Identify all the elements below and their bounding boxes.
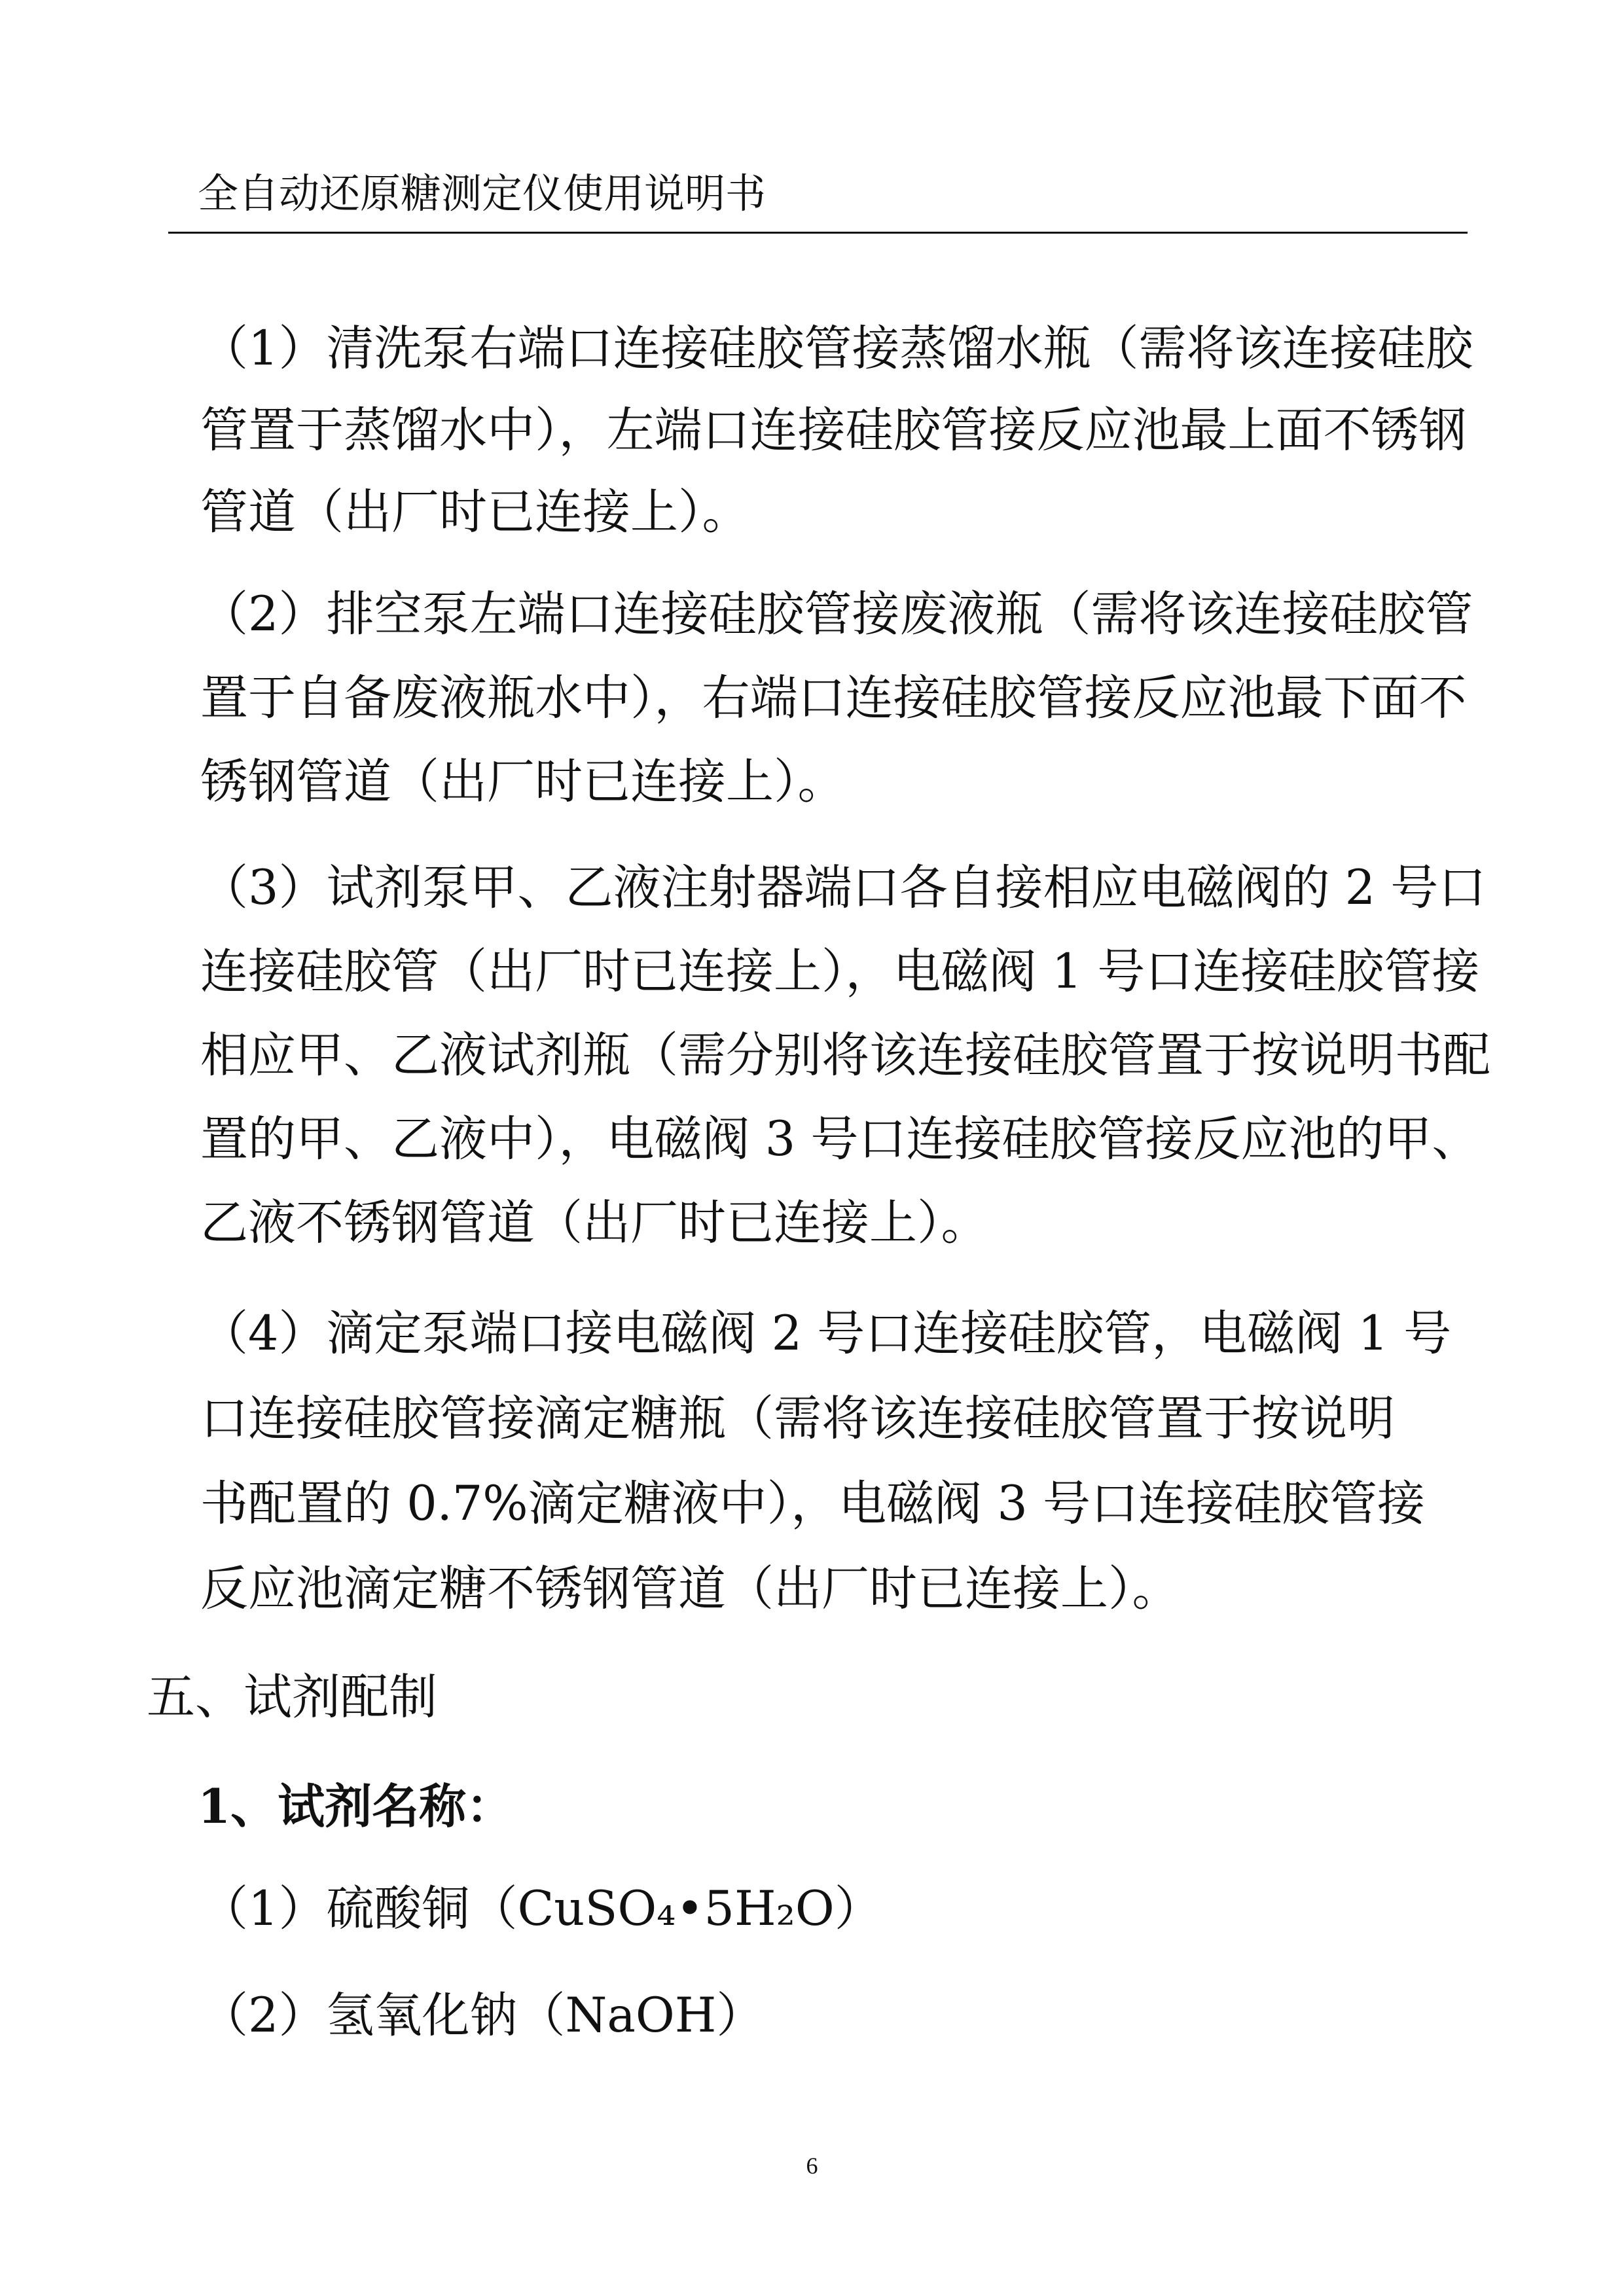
paragraph-line: 管道（出厂时已连接上）。 [200, 484, 750, 540]
paragraph-line: （1）清洗泵右端口连接硅胶管接蒸馏水瓶（需将该连接硅胶 [200, 321, 1473, 376]
paragraph-line: 相应甲、乙液试剂瓶（需分别将该连接硅胶管置于按说明书配 [200, 1028, 1490, 1083]
paragraph-line: 反应池滴定糖不锈钢管道（出厂时已连接上）。 [200, 1561, 1180, 1617]
paragraph-line: （2）排空泵左端口连接硅胶管接废液瓶（需将该连接硅胶管 [200, 586, 1473, 642]
paragraph-line: 管置于蒸馏水中），左端口连接硅胶管接反应池最上面不锈钢 [200, 403, 1467, 458]
paragraph-line: 口连接硅胶管接滴定糖瓶（需将该连接硅胶管置于按说明 [200, 1391, 1395, 1446]
header-divider [168, 232, 1468, 234]
paragraph-line: 置于自备废液瓶水中），右端口连接硅胶管接反应池最下面不 [200, 670, 1467, 726]
paragraph-line: （3）试剂泵甲、乙液注射器端口各自接相应电磁阀的 2 号口 [200, 860, 1487, 916]
paragraph-2 [200, 573, 1473, 824]
paragraph-line: （4）滴定泵端口接电磁阀 2 号口连接硅胶管，电磁阀 1 号 [200, 1306, 1452, 1361]
paragraph-line: 锈钢管道（出厂时已连接上）。 [200, 754, 846, 810]
paragraph-line: 乙液不锈钢管道（出厂时已连接上）。 [200, 1195, 989, 1251]
paragraph-line: 书配置的 0.7%滴定糖液中），电磁阀 3 号口连接硅胶管接 [200, 1476, 1426, 1532]
paragraph-3 [200, 846, 1490, 1265]
paragraph-4 [200, 1291, 1451, 1632]
document-header-title: 全自动还原糖测定仪使用说明书 [198, 172, 767, 217]
paragraph-1 [200, 308, 1473, 553]
reagent-item: （1）硫酸铜（CuSO₄•5H₂O） [200, 1881, 882, 1937]
paragraph-line: 连接硅胶管（出厂时已连接上），电磁阀 1 号口连接硅胶管接 [200, 944, 1480, 999]
reagent-names-subheading: 1、试剂名称： [198, 1778, 514, 1834]
section-heading: 五、试剂配制 [147, 1669, 437, 1725]
reagent-item: （2）氢氧化钠（NaOH） [200, 1988, 765, 2043]
page-number: 6 [806, 2153, 818, 2179]
paragraph-line: 置的甲、乙液中），电磁阀 3 号口连接硅胶管接反应池的甲、 [200, 1111, 1480, 1167]
